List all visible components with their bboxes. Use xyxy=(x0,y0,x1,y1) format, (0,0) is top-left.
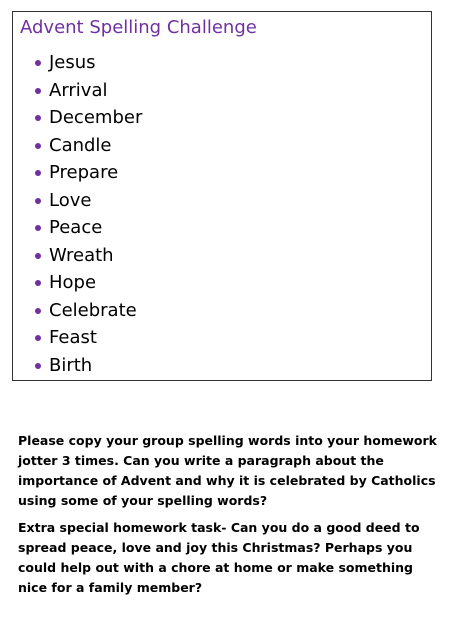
bullet-icon xyxy=(35,143,41,149)
bullet-icon xyxy=(35,88,41,94)
homework-paragraph: Please copy your group spelling words into your homework jotter 3 times. Can you write a paragraph about the importance of Advent and why it is celebrated by Catholics using some of your spelling words? xyxy=(18,433,437,508)
spelling-challenge-box xyxy=(12,11,432,381)
spelling-word-text: Birth xyxy=(49,354,93,376)
spelling-word-text: Celebrate xyxy=(49,299,137,321)
spelling-word-text: Feast xyxy=(49,327,97,348)
bullet-icon xyxy=(35,363,41,369)
spelling-word-text: Peace xyxy=(49,217,103,238)
bullet-icon xyxy=(35,60,41,66)
spelling-word xyxy=(13,187,142,215)
spelling-word-text: Jesus xyxy=(49,52,96,73)
bullet-icon xyxy=(35,225,41,231)
spelling-word xyxy=(13,352,142,380)
spelling-word xyxy=(13,104,142,132)
bullet-icon xyxy=(35,170,41,176)
spelling-title: Advent Spelling Challenge xyxy=(20,17,257,38)
bullet-icon xyxy=(35,115,41,121)
spelling-word xyxy=(13,49,142,77)
bullet-icon xyxy=(35,280,41,286)
spelling-word-text: Prepare xyxy=(49,162,119,183)
spelling-word xyxy=(13,242,142,270)
bullet-icon xyxy=(35,253,41,259)
spelling-word xyxy=(13,297,142,325)
spelling-word-text: Arrival xyxy=(49,79,108,101)
spelling-word-text: December xyxy=(49,107,143,128)
spelling-word xyxy=(13,77,142,105)
extra-task-paragraph: Extra special homework task- Can you do a good deed to spread peace, love and joy this Christmas? Perhaps you could help out with a chore at home or make something nice for a family member? xyxy=(18,520,420,595)
spelling-word xyxy=(13,132,142,160)
spelling-word-text: Candle xyxy=(49,134,112,156)
spelling-word xyxy=(13,159,142,187)
bullet-icon xyxy=(35,198,41,204)
spelling-word-list xyxy=(13,49,142,379)
bullet-icon xyxy=(35,308,41,314)
spelling-word-text: Love xyxy=(49,189,92,211)
spelling-word-text: Wreath xyxy=(49,244,114,266)
homework-instructions xyxy=(18,431,438,605)
spelling-word xyxy=(13,269,142,297)
bullet-icon xyxy=(35,335,41,341)
spelling-word xyxy=(13,324,142,352)
spelling-word xyxy=(13,214,142,242)
spelling-word-text: Hope xyxy=(49,272,97,293)
